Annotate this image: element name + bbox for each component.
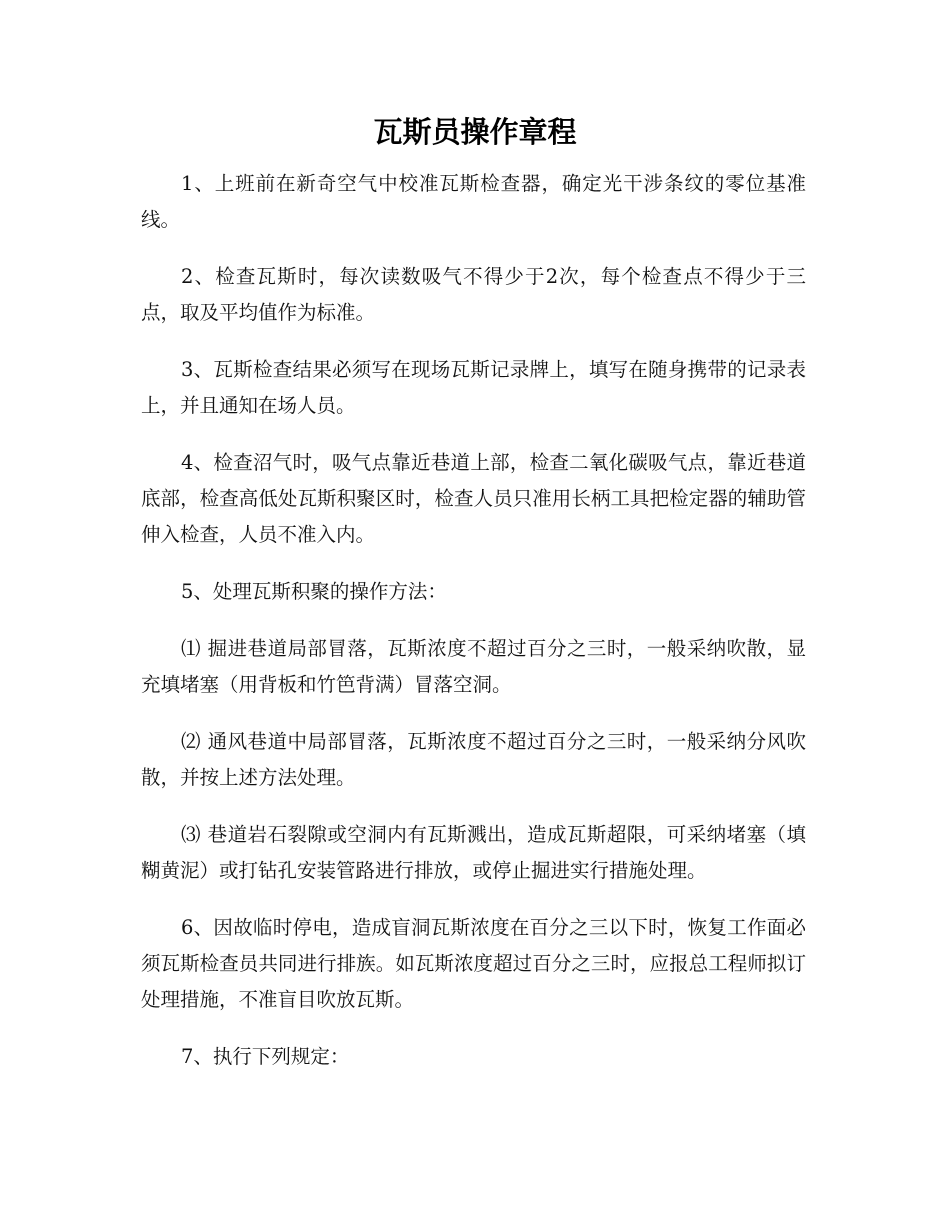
paragraph-3: 3、瓦斯检查结果必须写在现场瓦斯记录牌上，填写在随身携带的记录表上，并且通知在场人员。 (141, 358, 806, 417)
paragraph-5: 5、处理瓦斯积聚的操作方法： (181, 580, 447, 603)
paragraph-2: 2、检查瓦斯时，每次读数吸气不得少于2次，每个检查点不得少于三点，取及平均值作为标准。 (141, 265, 806, 324)
paragraph-5-item-2: ⑵ 通风巷道中局部冒落，瓦斯浓度不超过百分之三时，一般采纳分风吹散，并按上述方法处理。 (141, 730, 806, 789)
paragraph-6: 6、因故临时停电，造成盲洞瓦斯浓度在百分之三以下时，恢复工作面必须瓦斯检查员共同进行排族。如瓦斯浓度超过百分之三时，应报总工程师拟订处理措施，不准盲目吹放瓦斯。 (141, 916, 806, 1011)
paragraph-5-item-3: ⑶ 巷道岩石裂隙或空洞内有瓦斯溅出，造成瓦斯超限，可采纳堵塞（填糊黄泥）或打钻孔安装管路进行排放，或停止掘进实行措施处理。 (141, 823, 806, 882)
paragraph-1: 1、上班前在新奇空气中校准瓦斯检查器，确定光干涉条纹的零位基准线。 (141, 172, 806, 231)
document-body (141, 166, 806, 1096)
paragraph-7: 7、执行下列规定： (181, 1045, 350, 1068)
paragraph-4: 4、检查沼气时，吸气点靠近巷道上部，检查二氧化碳吸气点，靠近巷道底部，检查高低处瓦斯积聚区时，检查人员只准用长柄工具把检定器的辅助管伸入检查，人员不准入内。 (141, 451, 806, 546)
document-title: 瓦斯员操作章程 (373, 115, 577, 149)
paragraph-5-item-1: ⑴ 掘进巷道局部冒落，瓦斯浓度不超过百分之三时，一般采纳吹散，显充填堵塞（用背板和竹笆背满）冒落空洞。 (141, 637, 806, 696)
